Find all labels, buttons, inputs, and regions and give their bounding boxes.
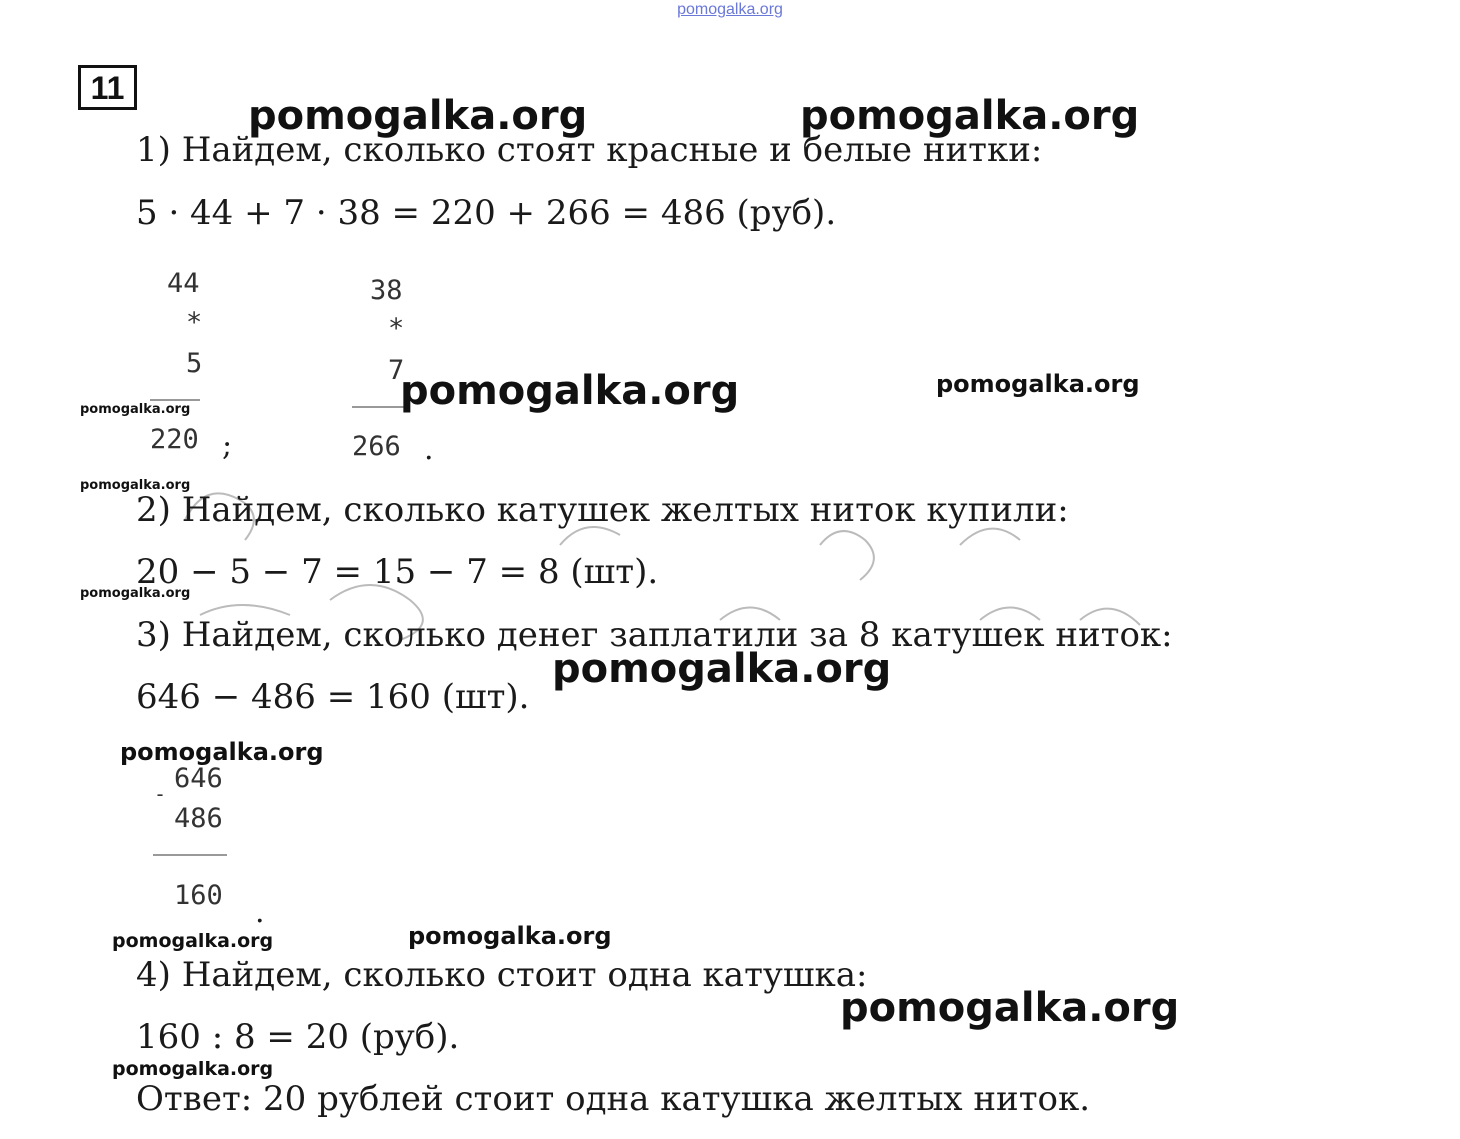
col-b-op: * <box>388 313 405 344</box>
col-a-top: 44 <box>167 268 200 299</box>
col-b-separator: . <box>424 432 434 467</box>
watermark: pomogalka.org <box>400 368 740 414</box>
col-a-op: * <box>186 307 203 338</box>
watermark: pomogalka.org <box>840 985 1180 1031</box>
step-4-text: 4) Найдем, сколько стоит одна катушка: <box>136 955 868 995</box>
task-number-box: 11 <box>78 65 137 110</box>
step-3-expression: 646 − 486 = 160 (шт). <box>136 677 530 717</box>
col-b-top: 38 <box>370 275 403 306</box>
watermark: pomogalka.org <box>80 478 191 493</box>
col-b-result: 266 <box>352 431 401 462</box>
col-a-result: 220 <box>150 424 199 455</box>
watermark: pomogalka.org <box>112 1058 274 1080</box>
col-a-separator: ; <box>222 428 233 463</box>
step-2-text: 2) Найдем, сколько катушек желтых ниток купили: <box>136 490 1069 530</box>
watermark: pomogalka.org <box>80 402 191 417</box>
watermark: pomogalka.org <box>112 930 274 952</box>
col-c-rule <box>153 854 227 856</box>
step-3-text: 3) Найдем, сколько денег заплатили за 8 катушек ниток: <box>136 615 1173 655</box>
watermark: pomogalka.org <box>936 370 1140 398</box>
site-header-link[interactable]: pomogalka.org <box>677 1 783 18</box>
col-c-result: 160 <box>174 880 223 911</box>
col-c-minus: - <box>154 782 167 806</box>
col-a-rule <box>150 399 200 401</box>
watermark: pomogalka.org <box>80 586 191 601</box>
col-b-rule <box>352 406 407 408</box>
watermark: pomogalka.org <box>248 93 588 139</box>
watermark: pomogalka.org <box>552 646 892 692</box>
watermark: pomogalka.org <box>120 738 324 766</box>
col-c-separator: . <box>255 895 265 930</box>
step-2-expression: 20 − 5 − 7 = 15 − 7 = 8 (шт). <box>136 552 659 592</box>
step-4-expression: 160 : 8 = 20 (руб). <box>136 1017 460 1057</box>
col-c-bottom: 486 <box>174 803 223 834</box>
col-a-bottom: 5 <box>186 348 203 379</box>
watermark: pomogalka.org <box>408 922 612 950</box>
col-c-top: 646 <box>174 763 223 794</box>
step-1-expression: 5 · 44 + 7 · 38 = 220 + 266 = 486 (руб). <box>136 193 837 233</box>
step-1-text: 1) Найдем, сколько стоят красные и белые нитки: <box>136 130 1043 170</box>
answer-text: Ответ: 20 рублей стоит одна катушка желтых ниток. <box>136 1079 1091 1119</box>
watermark: pomogalka.org <box>800 93 1140 139</box>
col-b-bottom: 7 <box>388 355 405 386</box>
